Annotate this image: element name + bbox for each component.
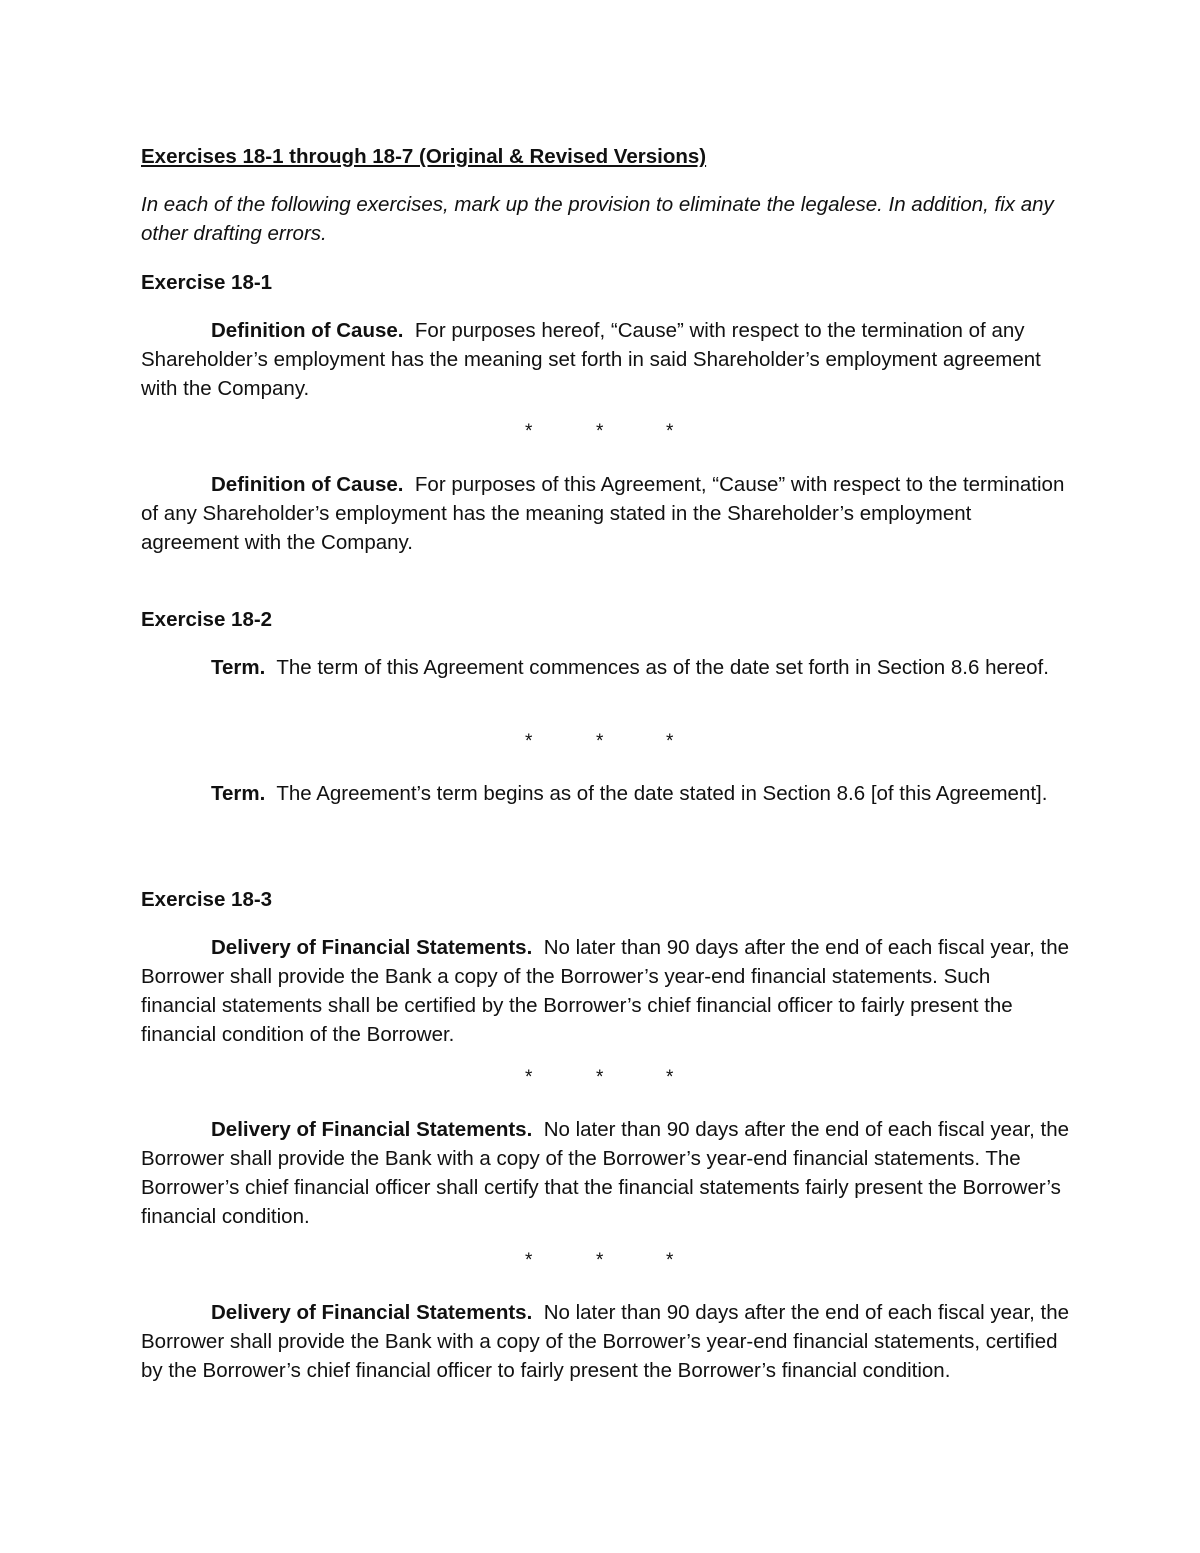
separator-star: * [596,1067,604,1088]
exercise-label: Exercise 18-2 [141,608,273,631]
provision-text: No later than 90 days after the end of each fiscal year, the Borrower shall provide the Bank a copy of the Borrower’s year-end financial statements. Such financial statements shall be certified by the Borrower’s chief financial officer to fairly present the financial condition of the Borrower. [141,936,1070,1046]
separator-star: * [596,731,604,752]
provision-heading: Term. [211,656,266,679]
provision-text: No later than 90 days after the end of each fiscal year, the Borrower shall provide the Bank with a copy of the Borrower’s year-end financial statements. The Borrower’s chief financial officer shall certify that the financial statements fairly present the Borrower’s financial condition. [141,1118,1070,1228]
exercise-label: Exercise 18-1 [141,271,273,294]
provision-original [141,933,1071,1049]
provision-heading: Definition of Cause. [211,319,404,342]
provision-original [141,653,1071,682]
instructions: In each of the following exercises, mark up the provision to eliminate the legalese. In addition, fix any other drafting errors. [141,193,1054,245]
separator-star: * [666,1250,674,1271]
separator-star: * [666,731,674,752]
provision-heading: Definition of Cause. [211,473,404,496]
document-title: Exercises 18-1 through 18-7 (Original & Revised Versions) [141,145,707,168]
provision-heading: Term. [211,782,266,805]
separator-star: * [525,1250,533,1271]
provision-heading: Delivery of Financial Statements. [211,936,533,959]
provision-text: For purposes of this Agreement, “Cause” with respect to the termination of any Shareholder’s employment has the meaning stated in the Shareholder’s employment agreement with the Company. [141,473,1065,554]
exercise-label: Exercise 18-3 [141,888,273,911]
separator-star: * [596,1250,604,1271]
separator-star: * [525,421,533,442]
separator-star: * [596,421,604,442]
provision-original [141,316,1071,403]
separator-star: * [666,1067,674,1088]
provision-text: The Agreement’s term begins as of the date stated in Section 8.6 [of this Agreement]. [276,782,1048,805]
provision-revised [141,1298,1071,1385]
separator-star: * [525,731,533,752]
provision-revised [141,470,1071,557]
provision-revised [141,1115,1071,1231]
separator-star: * [666,421,674,442]
provision-text: The term of this Agreement commences as of the date set forth in Section 8.6 hereof. [276,656,1049,679]
provision-text: For purposes hereof, “Cause” with respect to the termination of any Shareholder’s employment has the meaning set forth in said Shareholder’s employment agreement with the Company. [141,319,1041,400]
separator-star: * [525,1067,533,1088]
provision-heading: Delivery of Financial Statements. [211,1301,533,1324]
provision-text: No later than 90 days after the end of each fiscal year, the Borrower shall provide the Bank with a copy of the Borrower’s year-end financial statements, certified by the Borrower’s chief financial officer to fairly present the Borrower’s financial condition. [141,1301,1070,1382]
provision-heading: Delivery of Financial Statements. [211,1118,533,1141]
provision-revised [141,779,1071,808]
